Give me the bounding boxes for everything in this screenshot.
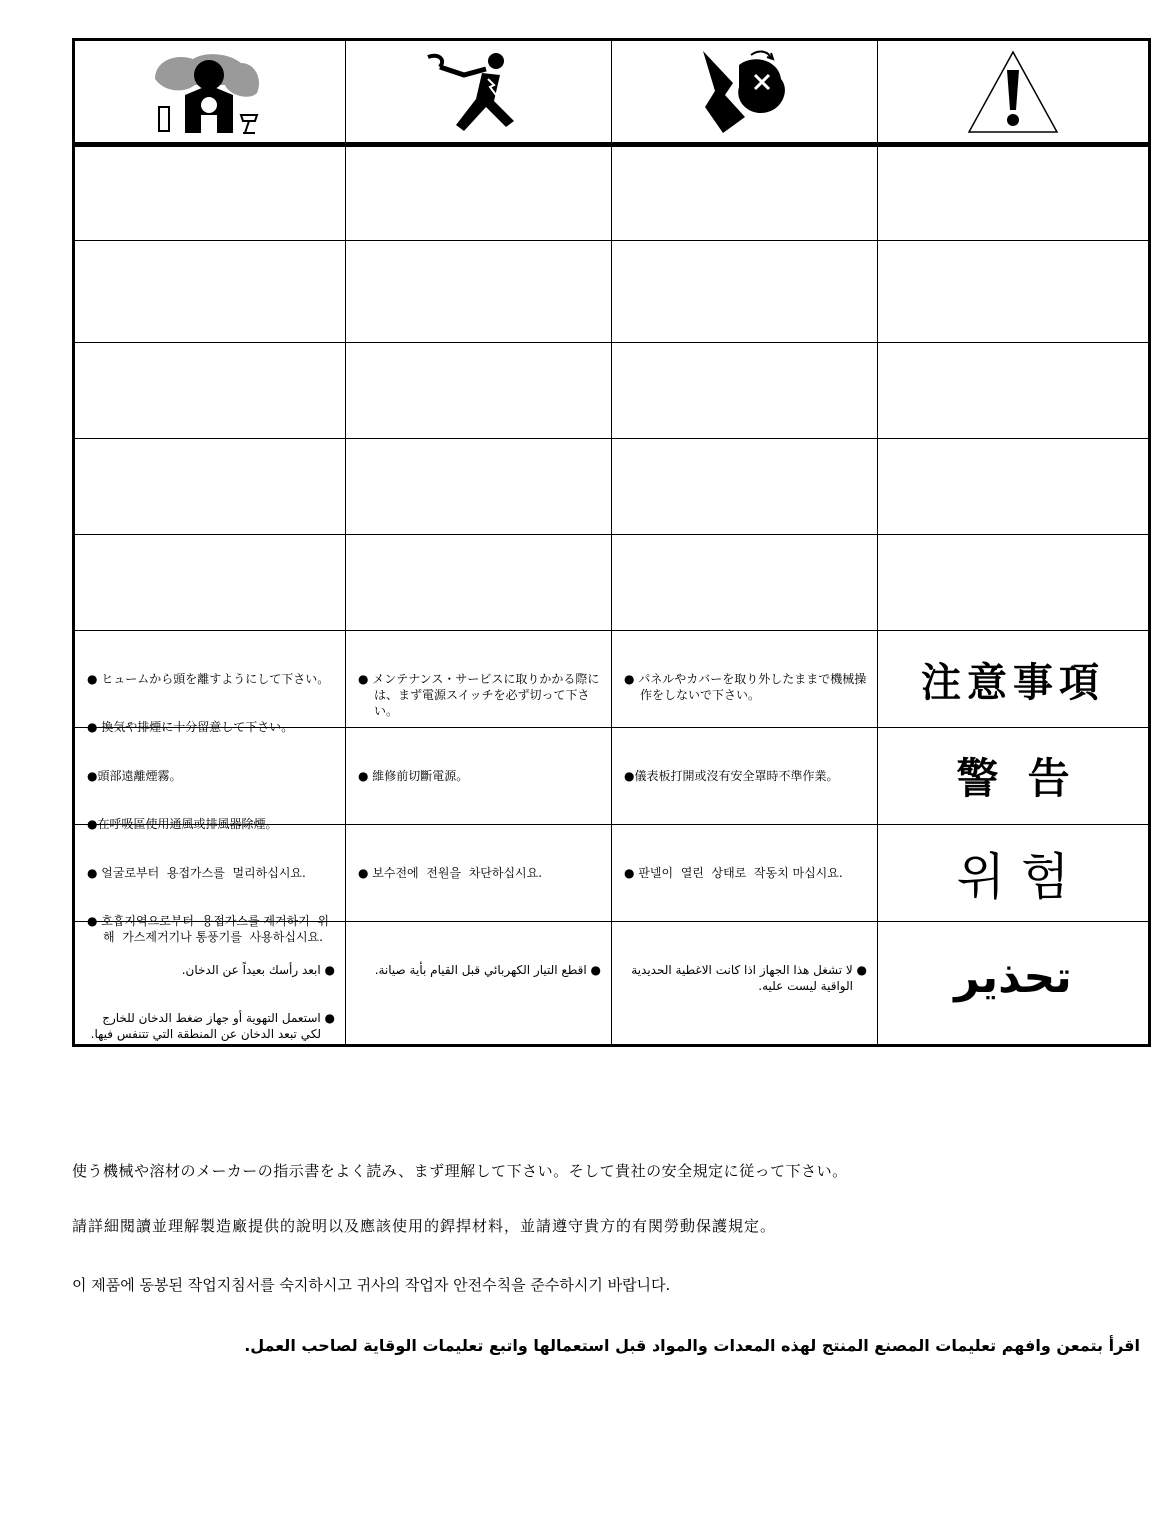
ko-fume-line-2: ● 호흡지역으로부터 용접가스를 제거하기 위해 가스제거기나 통풍기를 사용하십시요. [87, 914, 330, 944]
empty-cell [75, 439, 346, 535]
ko-danger-label: 위 험 [878, 825, 1148, 922]
footer-zh: 請詳細閱讀並理解製造廠提供的說明以及應該使用的銲捍材料，並請遵守貴方的有関勞動保護規定。 [72, 1217, 777, 1235]
ja-fume-text [75, 631, 346, 734]
ar-shock-text [346, 922, 612, 1044]
ja-shock-text [346, 631, 612, 728]
empty-cell [612, 241, 878, 343]
ar-fume-text [75, 922, 346, 1044]
zh-fume-line-2: ●在呼吸區使用通風或排風器除煙。 [87, 817, 278, 831]
empty-cell [878, 343, 1148, 439]
zh-moving-text [612, 728, 878, 825]
empty-cell [346, 535, 612, 631]
zh-shock-text [346, 728, 612, 825]
header-cell-shock [346, 41, 612, 143]
ja-moving-text [612, 631, 878, 728]
empty-cell [346, 343, 612, 439]
zh-fume-line-1: ●頭部遠離煙霧。 [87, 769, 182, 783]
ko-moving-line-1: ● 판넬이 열린 상태로 작동치 마십시요. [624, 866, 843, 880]
empty-cell [346, 439, 612, 535]
ar-fume-line-2: ● استعمل التهوية أو جهاز ضغط الدخان للخارج لكي تبعد الدخان عن المنطقة التي تتنفس فيها. [90, 1011, 335, 1041]
empty-cell [878, 147, 1148, 241]
empty-cell [612, 147, 878, 241]
ja-caution-label: 注意事項 [878, 631, 1148, 728]
zh-moving-line-1: ●儀表板打開或沒有安全罩時不準作業。 [624, 769, 839, 783]
empty-cell [612, 439, 878, 535]
ar-fume-line-1: ● ابعد رأسك بعيداً عن الدخان. [181, 963, 335, 977]
ja-moving-line-1: ● パネルやカバーを取り外したままで機械操作をしないで下さい。 [624, 672, 867, 702]
empty-cell [878, 439, 1148, 535]
ja-fume-line-2: ● 換気や排煙に十分留意して下さい。 [87, 720, 294, 734]
footer-ja: 使う機械や溶材のメーカーの指示書をよく読み、まず理解して下さい。そして貴社の安全規定に従って下さい。 [72, 1162, 848, 1180]
ar-moving-line-1: ● لا تشغل هذا الجهاز اذا كانت الاغطية الحديدية الواقية ليست عليه. [627, 963, 867, 993]
ar-warning-label: تحذير [954, 951, 1072, 1003]
ko-shock-text [346, 825, 612, 922]
ar-shock-line-1: ● اقطع التيار الكهربائي قبل القيام بأية صيانة. [374, 963, 601, 977]
electric-shock-icon [424, 49, 534, 135]
empty-cell [346, 147, 612, 241]
zh-fume-text [75, 728, 346, 831]
empty-cell [612, 535, 878, 631]
empty-cell [612, 343, 878, 439]
zh-warning-label: 警 告 [878, 728, 1148, 825]
empty-cell [75, 241, 346, 343]
footer-ar: اقرأ بتمعن وافهم تعليمات المصنع المنتج لهذه المعدات والمواد قبل استعمالها واتبع تعليمات الوقاية لصاحب العمل. [244, 1336, 1140, 1355]
zh-shock-line-1: ● 維修前切斷電源。 [358, 769, 469, 783]
empty-cell [75, 147, 346, 241]
ar-moving-text [612, 922, 878, 1044]
empty-cell [346, 241, 612, 343]
moving-parts-icon [695, 47, 795, 137]
empty-cell [878, 241, 1148, 343]
header-cell-fume [75, 41, 346, 143]
ko-shock-line-1: ● 보수전에 전원을 차단하십시요. [358, 866, 543, 880]
fume-icon [145, 49, 275, 135]
empty-cell [75, 343, 346, 439]
warning-triangle-icon [965, 48, 1061, 136]
ko-moving-text [612, 825, 878, 922]
header-cell-warning [878, 41, 1148, 143]
ko-fume-line-1: ● 얼굴로부터 용접가스를 멀리하십시요. [87, 866, 306, 880]
header-cell-moving-parts [612, 41, 878, 143]
empty-cell [75, 535, 346, 631]
ja-shock-line-1: ● メンテナンス・サービスに取りかかる際には、まず電源スイッチを必ず切って下さい。 [358, 672, 600, 718]
ko-fume-text [75, 825, 346, 944]
ja-fume-line-1: ● ヒュームから頭を離すようにして下さい。 [87, 672, 330, 686]
footer-ko: 이 제품에 동봉된 작업지침서를 숙지하시고 귀사의 작업자 안전수칙을 준수하시기 바랍니다. [72, 1276, 671, 1294]
empty-cell [878, 535, 1148, 631]
